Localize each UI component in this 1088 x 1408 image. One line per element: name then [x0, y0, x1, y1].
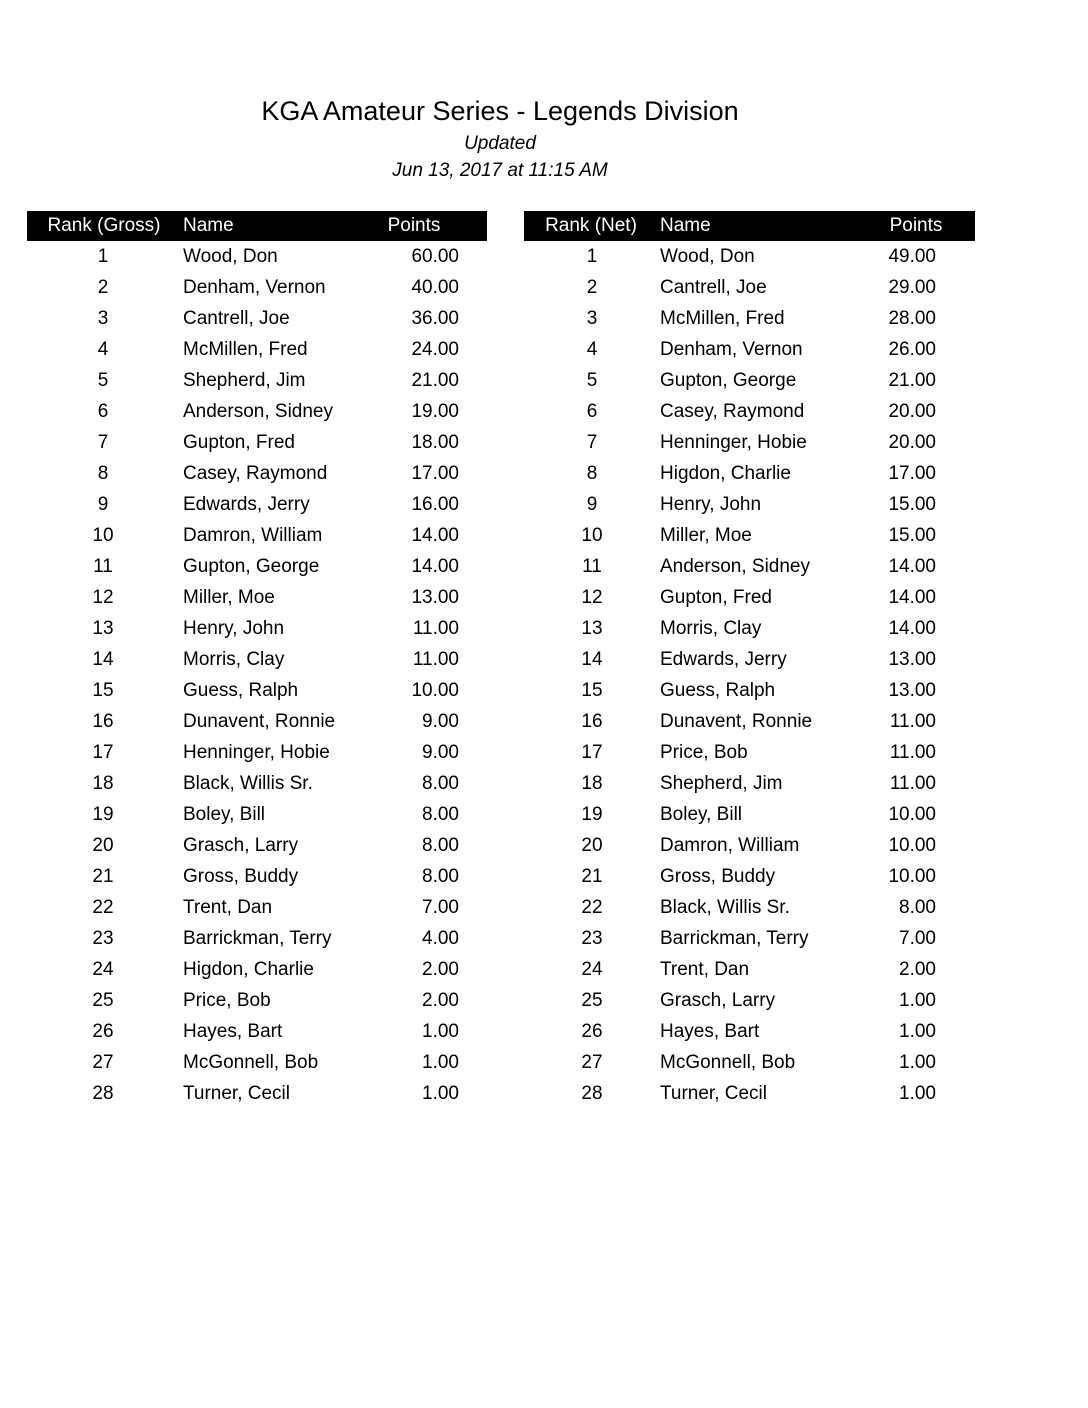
gross-table-row: [27, 458, 487, 489]
gross-name-cell: Gupton, Fred: [183, 432, 295, 453]
net-name-cell: Hayes, Bart: [660, 1021, 760, 1042]
gross-rank-cell: 6: [97, 401, 109, 422]
net-points-cell: 8.00: [899, 897, 936, 918]
gross-name-cell: Barrickman, Terry: [183, 928, 332, 949]
gross-rank-cell: 15: [92, 680, 114, 701]
net-points-cell: 15.00: [888, 525, 936, 546]
gross-table-row: [27, 1078, 487, 1109]
net-points-cell: 13.00: [888, 680, 936, 701]
net-rank-cell: 1: [586, 246, 598, 267]
gross-name-cell: Guess, Ralph: [183, 680, 299, 701]
net-table-row: [524, 303, 975, 334]
gross-points-cell: 21.00: [411, 370, 459, 391]
gross-points-cell: 1.00: [422, 1021, 459, 1042]
gross-points-cell: 9.00: [422, 742, 459, 763]
net-rank-cell: 18: [581, 773, 603, 794]
net-points-cell: 49.00: [888, 246, 936, 267]
net-points-cell: 11.00: [889, 711, 936, 732]
gross-name-cell: Henninger, Hobie: [183, 742, 330, 763]
gross-points-cell: 2.00: [422, 990, 459, 1011]
gross-table-row: [27, 923, 487, 954]
gross-name-cell: Price, Bob: [183, 990, 271, 1011]
gross-table-row: [27, 892, 487, 923]
net-points-cell: 28.00: [888, 308, 936, 329]
net-name-cell: Trent, Dan: [660, 959, 750, 980]
net-rank-cell: 6: [586, 401, 598, 422]
gross-name-cell: Boley, Bill: [183, 804, 266, 825]
gross-table-body: [27, 241, 487, 1109]
net-table-row: [524, 396, 975, 427]
net-table-body: [524, 241, 975, 1109]
net-name-cell: Barrickman, Terry: [660, 928, 809, 949]
gross-standings-table: [27, 211, 487, 1109]
gross-table-row: [27, 520, 487, 551]
net-table-row: [524, 1078, 975, 1109]
page-title: KGA Amateur Series - Legends Division: [261, 96, 739, 126]
gross-name-cell: Turner, Cecil: [183, 1083, 290, 1104]
net-rank-cell: 12: [581, 587, 603, 608]
gross-points-cell: 11.00: [412, 649, 459, 670]
net-points-cell: 14.00: [888, 587, 936, 608]
net-name-cell: Grasch, Larry: [660, 990, 776, 1011]
net-table-row: [524, 582, 975, 613]
gross-points-cell: 19.00: [411, 401, 459, 422]
gross-rank-cell: 8: [97, 463, 109, 484]
net-rank-cell: 20: [581, 835, 603, 856]
gross-rank-cell: 16: [92, 711, 114, 732]
gross-table-row: [27, 954, 487, 985]
net-name-cell: Turner, Cecil: [660, 1083, 767, 1104]
updated-label: Updated: [464, 133, 536, 154]
net-table-row: [524, 551, 975, 582]
gross-table-header: [27, 211, 487, 241]
gross-name-cell: Cantrell, Joe: [183, 308, 290, 329]
gross-points-cell: 8.00: [422, 804, 459, 825]
net-name-cell: Gross, Buddy: [660, 866, 776, 887]
gross-rank-cell: 10: [92, 525, 114, 546]
gross-rank-cell: 19: [92, 804, 114, 825]
gross-rank-cell: 13: [92, 618, 114, 639]
gross-points-cell: 8.00: [422, 835, 459, 856]
gross-points-header: Points: [387, 215, 441, 236]
net-table-row: [524, 334, 975, 365]
updated-date: Jun 13, 2017 at 11:15 AM: [392, 160, 608, 181]
gross-name-cell: Hayes, Bart: [183, 1021, 283, 1042]
net-points-cell: 14.00: [888, 556, 936, 577]
gross-rank-header: Rank (Gross): [47, 215, 161, 236]
gross-points-cell: 2.00: [422, 959, 459, 980]
gross-table-row: [27, 1047, 487, 1078]
gross-name-cell: Morris, Clay: [183, 649, 285, 670]
net-table-row: [524, 892, 975, 923]
net-table-row: [524, 861, 975, 892]
net-rank-cell: 4: [586, 339, 598, 360]
gross-table-row: [27, 334, 487, 365]
net-rank-cell: 27: [581, 1052, 603, 1073]
gross-rank-cell: 3: [97, 308, 109, 329]
gross-name-cell: Casey, Raymond: [183, 463, 328, 484]
net-points-cell: 21.00: [888, 370, 936, 391]
net-rank-header: Rank (Net): [545, 215, 637, 236]
gross-points-cell: 14.00: [411, 556, 459, 577]
gross-points-cell: 14.00: [411, 525, 459, 546]
net-table-row: [524, 613, 975, 644]
net-rank-cell: 17: [581, 742, 603, 763]
gross-rank-cell: 21: [92, 866, 114, 887]
net-points-cell: 10.00: [888, 835, 936, 856]
net-name-cell: Wood, Don: [660, 246, 755, 267]
net-table-row: [524, 427, 975, 458]
net-name-cell: Boley, Bill: [660, 804, 743, 825]
gross-table-row: [27, 985, 487, 1016]
net-rank-cell: 28: [581, 1083, 603, 1104]
gross-table-row: [27, 303, 487, 334]
net-rank-cell: 15: [581, 680, 603, 701]
net-name-cell: Shepherd, Jim: [660, 773, 783, 794]
net-points-cell: 20.00: [888, 401, 936, 422]
net-table-row: [524, 272, 975, 303]
net-table-row: [524, 830, 975, 861]
gross-points-cell: 17.00: [411, 463, 459, 484]
gross-points-cell: 8.00: [422, 866, 459, 887]
gross-table-row: [27, 768, 487, 799]
gross-points-cell: 9.00: [422, 711, 459, 732]
net-name-cell: Edwards, Jerry: [660, 649, 787, 670]
gross-name-cell: Higdon, Charlie: [183, 959, 314, 980]
gross-points-cell: 40.00: [411, 277, 459, 298]
gross-table-row: [27, 365, 487, 396]
gross-name-cell: Gross, Buddy: [183, 866, 299, 887]
net-rank-cell: 3: [586, 308, 598, 329]
gross-rank-cell: 23: [92, 928, 114, 949]
net-points-cell: 10.00: [888, 804, 936, 825]
gross-points-cell: 24.00: [411, 339, 459, 360]
net-rank-cell: 16: [581, 711, 603, 732]
gross-points-cell: 1.00: [422, 1052, 459, 1073]
gross-rank-cell: 28: [92, 1083, 114, 1104]
gross-points-cell: 1.00: [422, 1083, 459, 1104]
gross-rank-cell: 1: [97, 246, 109, 267]
gross-points-cell: 7.00: [422, 897, 459, 918]
net-rank-cell: 26: [581, 1021, 603, 1042]
gross-table-row: [27, 613, 487, 644]
gross-name-cell: Gupton, George: [183, 556, 320, 577]
gross-table-row: [27, 396, 487, 427]
net-points-header: Points: [889, 215, 943, 236]
gross-table-row: [27, 1016, 487, 1047]
net-name-cell: Damron, William: [660, 835, 800, 856]
gross-rank-cell: 5: [97, 370, 109, 391]
net-points-cell: 29.00: [888, 277, 936, 298]
net-standings-table: [524, 211, 975, 1109]
net-table-row: [524, 923, 975, 954]
gross-rank-cell: 17: [92, 742, 114, 763]
gross-table-row: [27, 644, 487, 675]
net-rank-cell: 25: [581, 990, 603, 1011]
gross-rank-cell: 26: [92, 1021, 114, 1042]
gross-table-row: [27, 830, 487, 861]
net-name-cell: Higdon, Charlie: [660, 463, 791, 484]
net-table-row: [524, 458, 975, 489]
net-points-cell: 7.00: [899, 928, 936, 949]
net-name-cell: Price, Bob: [660, 742, 748, 763]
net-rank-cell: 24: [581, 959, 603, 980]
net-name-cell: Morris, Clay: [660, 618, 762, 639]
net-points-cell: 11.00: [889, 773, 936, 794]
net-table-row: [524, 799, 975, 830]
net-rank-cell: 21: [581, 866, 603, 887]
net-table-row: [524, 520, 975, 551]
net-points-cell: 2.00: [899, 959, 936, 980]
gross-rank-cell: 27: [92, 1052, 114, 1073]
gross-name-cell: McGonnell, Bob: [183, 1052, 319, 1073]
gross-points-cell: 36.00: [411, 308, 459, 329]
gross-name-cell: Denham, Vernon: [183, 277, 326, 298]
net-rank-cell: 19: [581, 804, 603, 825]
net-table-row: [524, 954, 975, 985]
net-rank-cell: 8: [586, 463, 598, 484]
gross-table-row: [27, 675, 487, 706]
net-rank-cell: 7: [586, 432, 598, 453]
net-points-cell: 14.00: [888, 618, 936, 639]
gross-table-row: [27, 582, 487, 613]
net-points-cell: 11.00: [889, 742, 936, 763]
net-name-cell: Henry, John: [660, 494, 762, 515]
net-points-cell: 1.00: [899, 990, 936, 1011]
net-rank-cell: 9: [586, 494, 598, 515]
net-table-row: [524, 241, 975, 272]
net-table-row: [524, 768, 975, 799]
gross-points-cell: 8.00: [422, 773, 459, 794]
gross-rank-cell: 11: [93, 556, 113, 577]
gross-rank-cell: 20: [92, 835, 114, 856]
net-points-cell: 20.00: [888, 432, 936, 453]
gross-table-row: [27, 272, 487, 303]
net-rank-cell: 2: [586, 277, 598, 298]
net-points-cell: 15.00: [888, 494, 936, 515]
net-name-cell: Cantrell, Joe: [660, 277, 767, 298]
net-table-row: [524, 1047, 975, 1078]
gross-points-cell: 13.00: [411, 587, 459, 608]
gross-table-row: [27, 799, 487, 830]
net-rank-cell: 5: [586, 370, 598, 391]
gross-table-row: [27, 551, 487, 582]
gross-rank-cell: 9: [97, 494, 109, 515]
net-name-cell: Gupton, George: [660, 370, 797, 391]
gross-points-cell: 4.00: [422, 928, 459, 949]
gross-table-row: [27, 489, 487, 520]
net-name-cell: Henninger, Hobie: [660, 432, 807, 453]
net-points-cell: 26.00: [888, 339, 936, 360]
net-rank-cell: 22: [581, 897, 603, 918]
net-name-cell: Gupton, Fred: [660, 587, 772, 608]
net-points-cell: 1.00: [899, 1052, 936, 1073]
net-points-cell: 10.00: [888, 866, 936, 887]
net-table-row: [524, 489, 975, 520]
gross-name-cell: Dunavent, Ronnie: [183, 711, 336, 732]
gross-table-row: [27, 427, 487, 458]
net-name-cell: Denham, Vernon: [660, 339, 803, 360]
net-table-row: [524, 675, 975, 706]
gross-name-cell: Edwards, Jerry: [183, 494, 310, 515]
net-points-cell: 17.00: [888, 463, 936, 484]
gross-name-cell: Black, Willis Sr.: [183, 773, 313, 794]
gross-name-header: Name: [183, 215, 234, 236]
net-name-header: Name: [660, 215, 711, 236]
net-table-row: [524, 644, 975, 675]
net-table-row: [524, 706, 975, 737]
gross-rank-cell: 7: [97, 432, 109, 453]
gross-table-row: [27, 737, 487, 768]
net-rank-cell: 23: [581, 928, 603, 949]
net-points-cell: 1.00: [899, 1083, 936, 1104]
gross-rank-cell: 4: [97, 339, 109, 360]
net-points-cell: 1.00: [899, 1021, 936, 1042]
net-name-cell: Dunavent, Ronnie: [660, 711, 813, 732]
gross-table-row: [27, 241, 487, 272]
gross-points-cell: 16.00: [411, 494, 459, 515]
net-table-row: [524, 985, 975, 1016]
net-name-cell: McMillen, Fred: [660, 308, 785, 329]
gross-name-cell: McMillen, Fred: [183, 339, 308, 360]
gross-rank-cell: 14: [92, 649, 114, 670]
gross-rank-cell: 12: [92, 587, 114, 608]
gross-rank-cell: 22: [92, 897, 114, 918]
gross-points-cell: 10.00: [411, 680, 459, 701]
net-name-cell: Black, Willis Sr.: [660, 897, 790, 918]
net-rank-cell: 11: [582, 556, 602, 577]
gross-name-cell: Anderson, Sidney: [183, 401, 333, 422]
net-name-cell: McGonnell, Bob: [660, 1052, 796, 1073]
net-name-cell: Miller, Moe: [660, 525, 752, 546]
gross-points-cell: 60.00: [411, 246, 459, 267]
gross-rank-cell: 24: [92, 959, 114, 980]
net-rank-cell: 13: [581, 618, 603, 639]
net-table-row: [524, 1016, 975, 1047]
gross-name-cell: Grasch, Larry: [183, 835, 299, 856]
net-name-cell: Casey, Raymond: [660, 401, 805, 422]
gross-name-cell: Henry, John: [183, 618, 285, 639]
gross-table-row: [27, 706, 487, 737]
gross-name-cell: Damron, William: [183, 525, 323, 546]
gross-points-cell: 11.00: [412, 618, 459, 639]
gross-name-cell: Wood, Don: [183, 246, 278, 267]
gross-rank-cell: 18: [92, 773, 114, 794]
net-name-cell: Anderson, Sidney: [660, 556, 810, 577]
gross-name-cell: Trent, Dan: [183, 897, 273, 918]
gross-points-cell: 18.00: [411, 432, 459, 453]
gross-name-cell: Miller, Moe: [183, 587, 275, 608]
gross-name-cell: Shepherd, Jim: [183, 370, 306, 391]
net-rank-cell: 14: [581, 649, 603, 670]
net-table-row: [524, 365, 975, 396]
net-points-cell: 13.00: [888, 649, 936, 670]
gross-rank-cell: 25: [92, 990, 114, 1011]
net-table-header: [524, 211, 975, 241]
gross-table-row: [27, 861, 487, 892]
gross-rank-cell: 2: [97, 277, 109, 298]
net-table-row: [524, 737, 975, 768]
net-name-cell: Guess, Ralph: [660, 680, 776, 701]
net-rank-cell: 10: [581, 525, 603, 546]
